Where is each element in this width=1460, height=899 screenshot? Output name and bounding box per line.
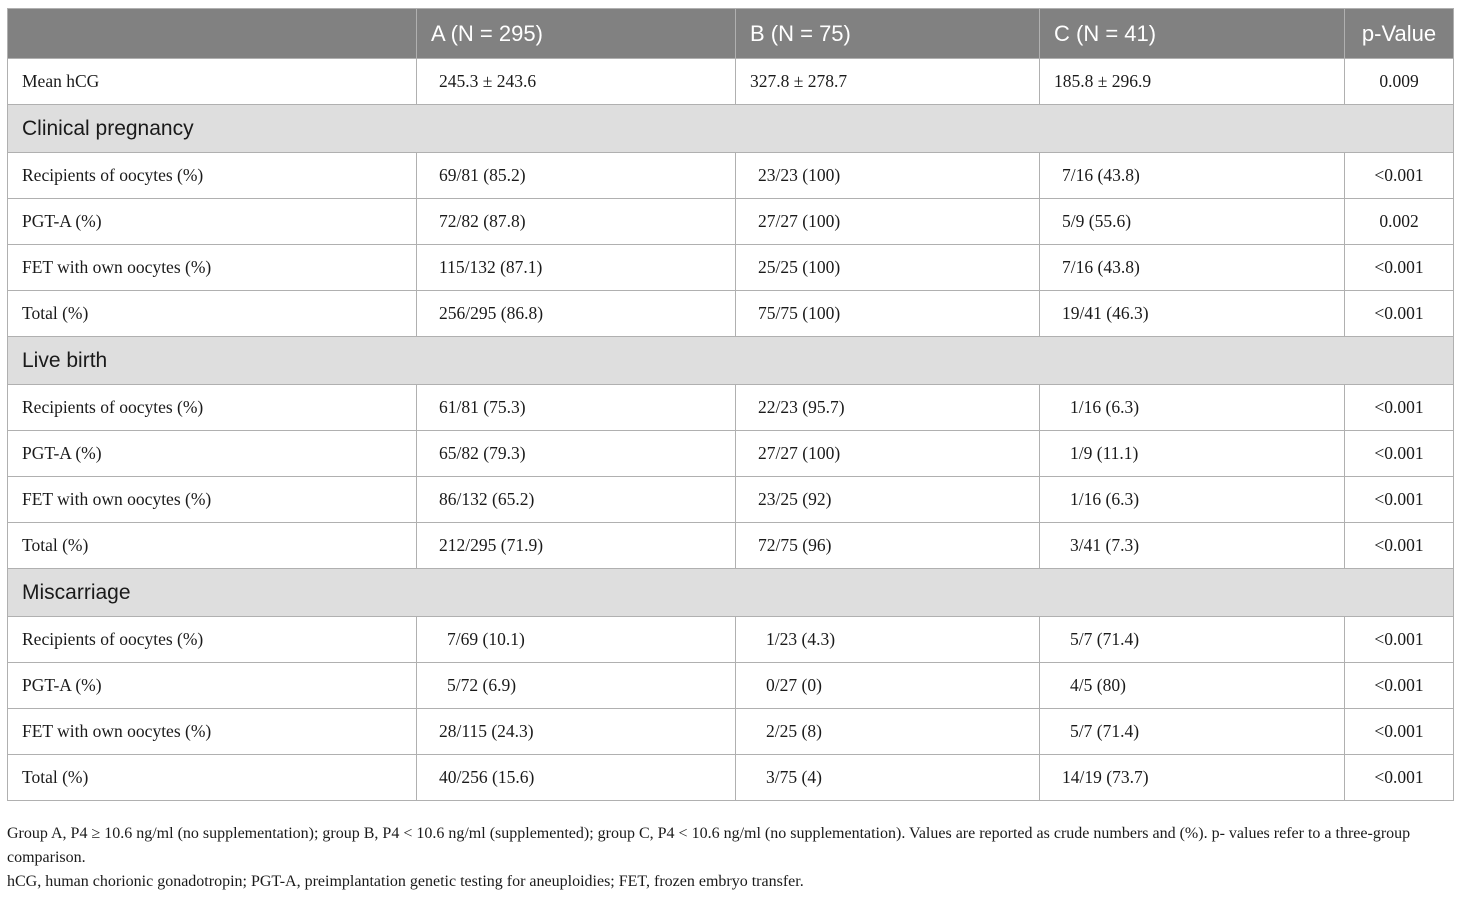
cell-group-b: 72/75 (96) xyxy=(736,523,1040,569)
row-label: Mean hCG xyxy=(8,59,417,105)
cell-group-b: 27/27 (100) xyxy=(736,431,1040,477)
cell-group-a: 61/81 (75.3) xyxy=(417,385,736,431)
cell-p-value: <0.001 xyxy=(1345,477,1454,523)
cell-p-value: <0.001 xyxy=(1345,431,1454,477)
cell-group-b: 27/27 (100) xyxy=(736,199,1040,245)
cell-group-a: 256/295 (86.8) xyxy=(417,291,736,337)
cell-group-c: 14/19 (73.7) xyxy=(1040,755,1345,801)
row-label: PGT-A (%) xyxy=(8,431,417,477)
cell-group-b: 75/75 (100) xyxy=(736,291,1040,337)
cell-group-b: 22/23 (95.7) xyxy=(736,385,1040,431)
cell-group-b: 3/75 (4) xyxy=(736,755,1040,801)
cell-p-value: <0.001 xyxy=(1345,617,1454,663)
row-label: Total (%) xyxy=(8,523,417,569)
cell-p-value: <0.001 xyxy=(1345,709,1454,755)
table-row-mean-hcg xyxy=(8,59,1454,105)
row-label: Total (%) xyxy=(8,755,417,801)
cell-p-value: 0.009 xyxy=(1345,59,1454,105)
cell-group-b: 327.8 ± 278.7 xyxy=(736,59,1040,105)
cell-group-a: 69/81 (85.2) xyxy=(417,153,736,199)
row-label: FET with own oocytes (%) xyxy=(8,245,417,291)
table-row xyxy=(8,385,1454,431)
table-row xyxy=(8,663,1454,709)
cell-group-a: 65/82 (79.3) xyxy=(417,431,736,477)
cell-group-c: 7/16 (43.8) xyxy=(1040,245,1345,291)
header-group-a: A (N = 295) xyxy=(417,9,736,59)
cell-group-c: 7/16 (43.8) xyxy=(1040,153,1345,199)
section-header-clinical-pregnancy xyxy=(8,105,1454,153)
row-label: Total (%) xyxy=(8,291,417,337)
cell-group-a: 72/82 (87.8) xyxy=(417,199,736,245)
row-label: Recipients of oocytes (%) xyxy=(8,385,417,431)
table-row xyxy=(8,709,1454,755)
row-label: Recipients of oocytes (%) xyxy=(8,617,417,663)
table-row xyxy=(8,245,1454,291)
cell-group-b: 23/23 (100) xyxy=(736,153,1040,199)
section-header-live-birth xyxy=(8,337,1454,385)
table-row xyxy=(8,523,1454,569)
cell-group-c: 1/9 (11.1) xyxy=(1040,431,1345,477)
cell-group-c: 3/41 (7.3) xyxy=(1040,523,1345,569)
cell-p-value: <0.001 xyxy=(1345,523,1454,569)
cell-group-c: 1/16 (6.3) xyxy=(1040,385,1345,431)
section-title: Clinical pregnancy xyxy=(8,105,1454,153)
section-header-miscarriage xyxy=(8,569,1454,617)
cell-group-a: 5/72 (6.9) xyxy=(417,663,736,709)
cell-p-value: <0.001 xyxy=(1345,291,1454,337)
cell-group-c: 4/5 (80) xyxy=(1040,663,1345,709)
cell-group-a: 245.3 ± 243.6 xyxy=(417,59,736,105)
cell-p-value: <0.001 xyxy=(1345,755,1454,801)
cell-p-value: <0.001 xyxy=(1345,663,1454,709)
row-label: PGT-A (%) xyxy=(8,199,417,245)
cell-group-a: 7/69 (10.1) xyxy=(417,617,736,663)
cell-group-a: 40/256 (15.6) xyxy=(417,755,736,801)
row-label: FET with own oocytes (%) xyxy=(8,477,417,523)
results-table-container xyxy=(7,8,1453,801)
table-row xyxy=(8,431,1454,477)
cell-p-value: <0.001 xyxy=(1345,245,1454,291)
cell-group-c: 1/16 (6.3) xyxy=(1040,477,1345,523)
row-label: Recipients of oocytes (%) xyxy=(8,153,417,199)
table-row xyxy=(8,153,1454,199)
section-title: Miscarriage xyxy=(8,569,1454,617)
cell-group-c: 185.8 ± 296.9 xyxy=(1040,59,1345,105)
cell-group-c: 5/7 (71.4) xyxy=(1040,709,1345,755)
cell-group-b: 1/23 (4.3) xyxy=(736,617,1040,663)
section-title: Live birth xyxy=(8,337,1454,385)
footnote-abbreviations: hCG, human chorionic gonadotropin; PGT-A, preimplantation genetic testing for aneuploidies; FET, frozen embryo transfer. xyxy=(7,873,804,890)
header-row xyxy=(8,9,1454,59)
cell-p-value: <0.001 xyxy=(1345,153,1454,199)
header-group-c: C (N = 41) xyxy=(1040,9,1345,59)
cell-group-a: 115/132 (87.1) xyxy=(417,245,736,291)
cell-group-c: 5/7 (71.4) xyxy=(1040,617,1345,663)
header-group-b: B (N = 75) xyxy=(736,9,1040,59)
results-table xyxy=(7,8,1454,801)
header-empty xyxy=(8,9,417,59)
row-label: PGT-A (%) xyxy=(8,663,417,709)
table-row xyxy=(8,291,1454,337)
table-footnotes xyxy=(7,822,1457,894)
footnote-groups: Group A, P4 ≥ 10.6 ng/ml (no supplementation); group B, P4 < 10.6 ng/ml (supplemented); group C, P4 < 10.6 ng/ml (no supplementation). Values are reported as crude numbers and (%). p- values refer to a three-group comparison. xyxy=(7,825,1411,866)
cell-group-a: 212/295 (71.9) xyxy=(417,523,736,569)
cell-p-value: 0.002 xyxy=(1345,199,1454,245)
header-p-value: p-Value xyxy=(1345,9,1454,59)
table-row xyxy=(8,617,1454,663)
cell-group-a: 86/132 (65.2) xyxy=(417,477,736,523)
cell-group-b: 0/27 (0) xyxy=(736,663,1040,709)
table-row xyxy=(8,755,1454,801)
cell-group-b: 25/25 (100) xyxy=(736,245,1040,291)
cell-p-value: <0.001 xyxy=(1345,385,1454,431)
cell-group-c: 5/9 (55.6) xyxy=(1040,199,1345,245)
cell-group-a: 28/115 (24.3) xyxy=(417,709,736,755)
table-row xyxy=(8,477,1454,523)
cell-group-b: 23/25 (92) xyxy=(736,477,1040,523)
cell-group-c: 19/41 (46.3) xyxy=(1040,291,1345,337)
cell-group-b: 2/25 (8) xyxy=(736,709,1040,755)
table-row xyxy=(8,199,1454,245)
row-label: FET with own oocytes (%) xyxy=(8,709,417,755)
